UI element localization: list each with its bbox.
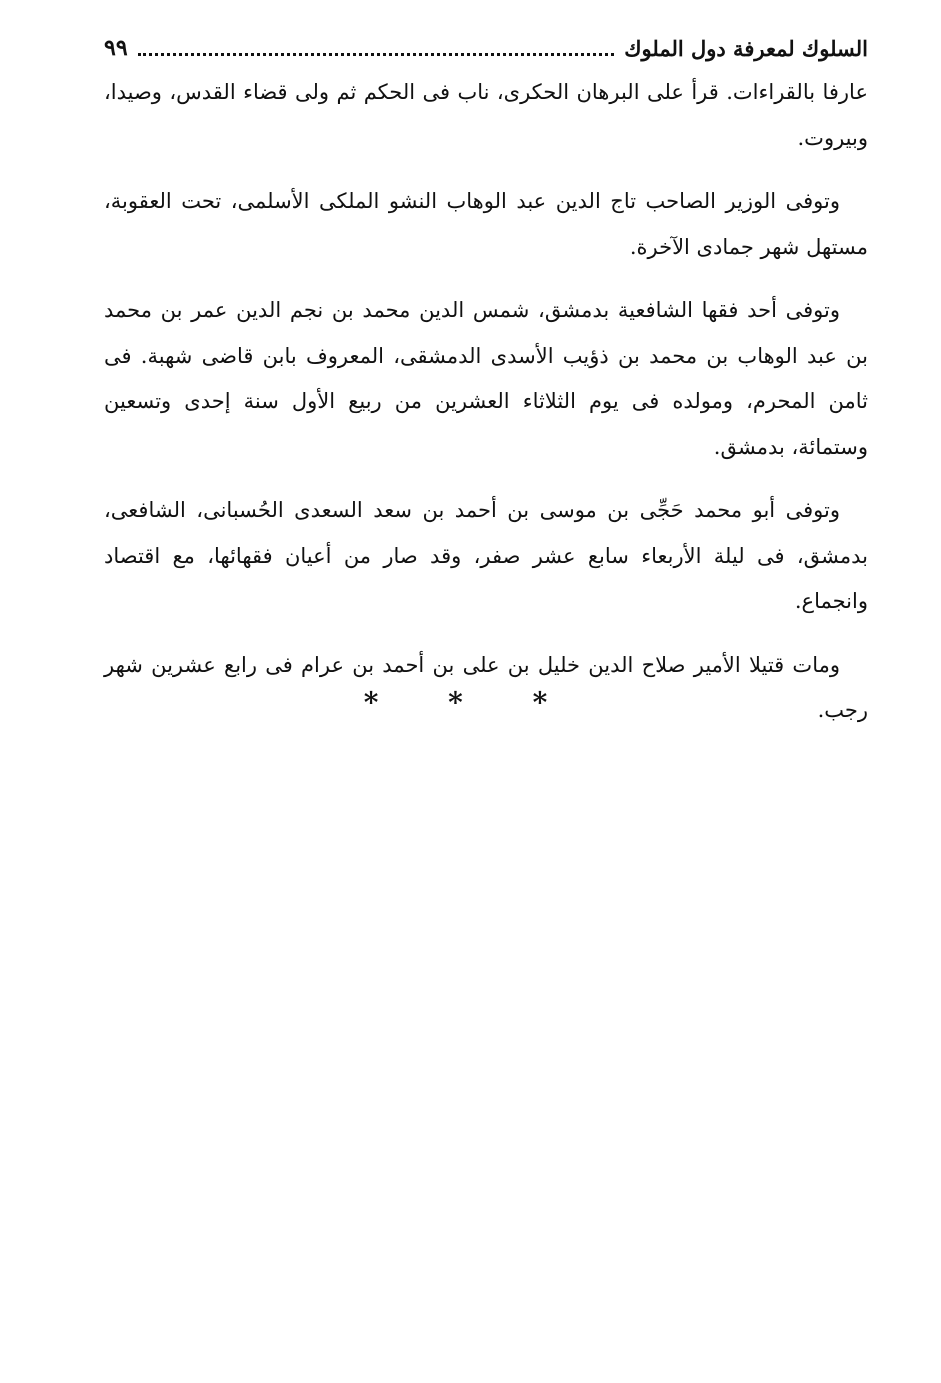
paragraph: وتوفى الوزير الصاحب تاج الدين عبد الوهاب النشو الملكى الأسلمى، تحت العقوبة، مستهل شهر جمادى الآخرة. xyxy=(104,189,868,259)
paragraph: وتوفى أحد فقها الشافعية بدمشق، شمس الدين محمد بن نجم الدين عمر بن محمد بن عبد الوهاب بن محمد بن ذؤيب الأسدى الدمشقى، المعروف بابن قاضى شهبة. فى ثامن المحرم، ومولده فى يوم الثلاثاء العشرين من ربيع الأول سنة إحدى وتسعين وستمائة، بدمشق. xyxy=(104,298,868,459)
dot-leader xyxy=(138,53,615,56)
paragraph: ومات قتيلا الأمير صلاح الدين خليل بن على بن أحمد بن عرام فى رابع عشرين شهر رجب. xyxy=(104,652,868,722)
paragraph: وتوفى أبو محمد حَجِّى بن موسى بن أحمد بن سعد السعدى الحُسبانى، الشافعى، بدمشق، فى ليلة الأربعاء سابع عشر صفر، وقد صار من أعيان فقهائها، مع اقتصاد وانجماع. xyxy=(104,498,868,613)
running-header xyxy=(104,28,868,68)
section-separator: * * * xyxy=(363,686,578,719)
page-number: ٩٩ xyxy=(104,35,128,61)
paragraph: عارفا بالقراءات. قرأ على البرهان الحكرى، ناب فى الحكم ثم ولى قضاء القدس، وصيدا، وبيروت. xyxy=(104,80,868,150)
book-title: السلوك لمعرفة دول الملوك xyxy=(624,35,868,61)
main-text xyxy=(104,70,868,752)
